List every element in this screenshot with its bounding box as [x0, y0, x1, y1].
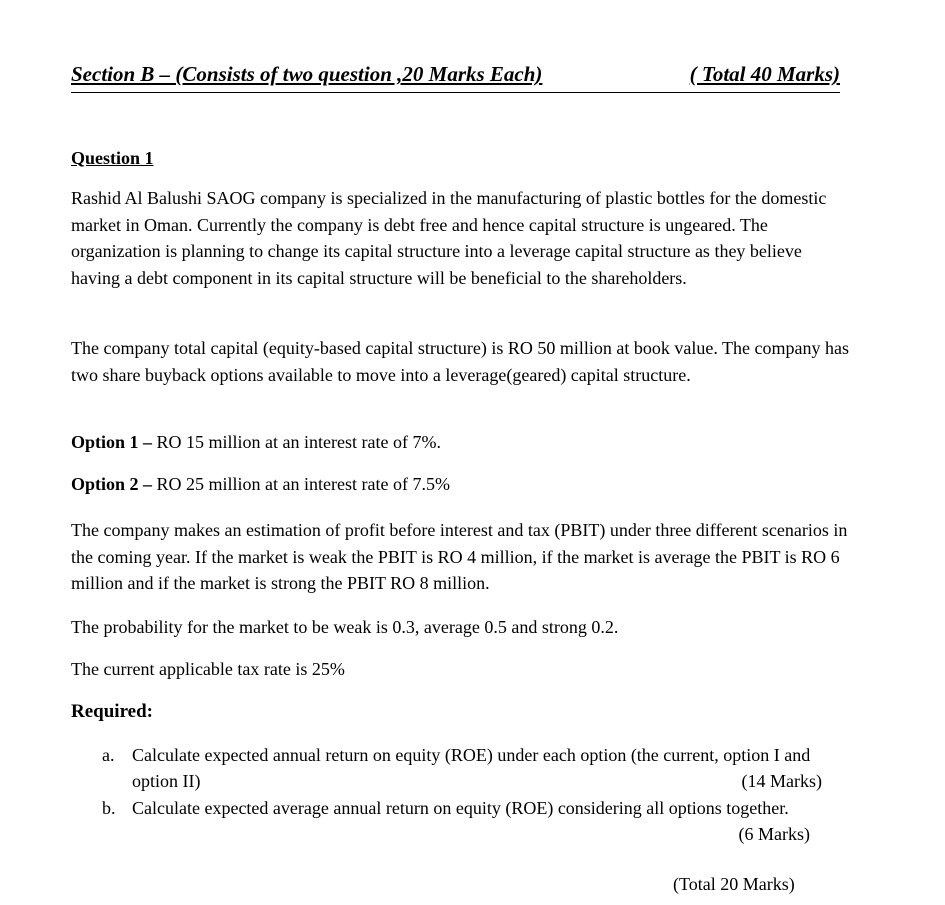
intro-paragraph: Rashid Al Balushi SAOG company is specialized in the manufacturing of plastic bottles for the domestic market in Oman. Currently the company is debt free and hence capital structure is ungeared. The organization is planning to change its capital structure into a leverage capital structure as they believe having a debt component in its capital structure will be beneficial to the shareholders.: [71, 188, 827, 288]
required-item-b-marks: (6 Marks): [738, 824, 810, 844]
pbit-paragraph: The company makes an estimation of profit before interest and tax (PBIT) under three different scenarios in the coming year. If the market is weak the PBIT is RO 4 million, if the market is average the PBIT is RO 6 million and if the market is strong the PBIT RO 8 million.: [71, 520, 848, 593]
option-2-label: Option 2 –: [71, 474, 153, 494]
required-item-a-marks: (14 Marks): [741, 771, 822, 791]
section-total-marks: ( Total 40 Marks): [689, 62, 840, 86]
option-2-text: RO 25 million at an interest rate of 7.5%: [152, 474, 450, 494]
section-heading: [71, 62, 840, 93]
capital-paragraph: The company total capital (equity-based capital structure) is RO 50 million at book value. The company has two share buyback options available to move into a leverage(geared) capital structure.: [71, 338, 849, 385]
probability-paragraph: The probability for the market to be weak is 0.3, average 0.5 and strong 0.2.: [71, 617, 619, 637]
question-total-marks: (Total 20 Marks): [673, 874, 795, 894]
option-1-label: Option 1 –: [71, 432, 153, 452]
required-item-b: [102, 795, 842, 844]
required-item-b-text: Calculate expected average annual return on equity (ROE) considering all options together.: [132, 798, 789, 818]
required-item-a-letter: a.: [102, 745, 115, 765]
option-2: [71, 474, 450, 495]
tax-paragraph: The current applicable tax rate is 25%: [71, 659, 345, 679]
required-item-a: [102, 742, 842, 794]
required-heading: Required:: [71, 701, 153, 722]
question-title: Question 1: [71, 148, 154, 168]
option-1-text: RO 15 million at an interest rate of 7%.: [152, 432, 441, 452]
required-item-b-letter: b.: [102, 798, 116, 818]
section-title: Section B – (Consists of two question ,20 Marks Each): [71, 62, 543, 86]
option-1: [71, 432, 441, 453]
required-item-a-text: Calculate expected annual return on equity (ROE) under each option (the current, option I and option II): [132, 745, 811, 791]
